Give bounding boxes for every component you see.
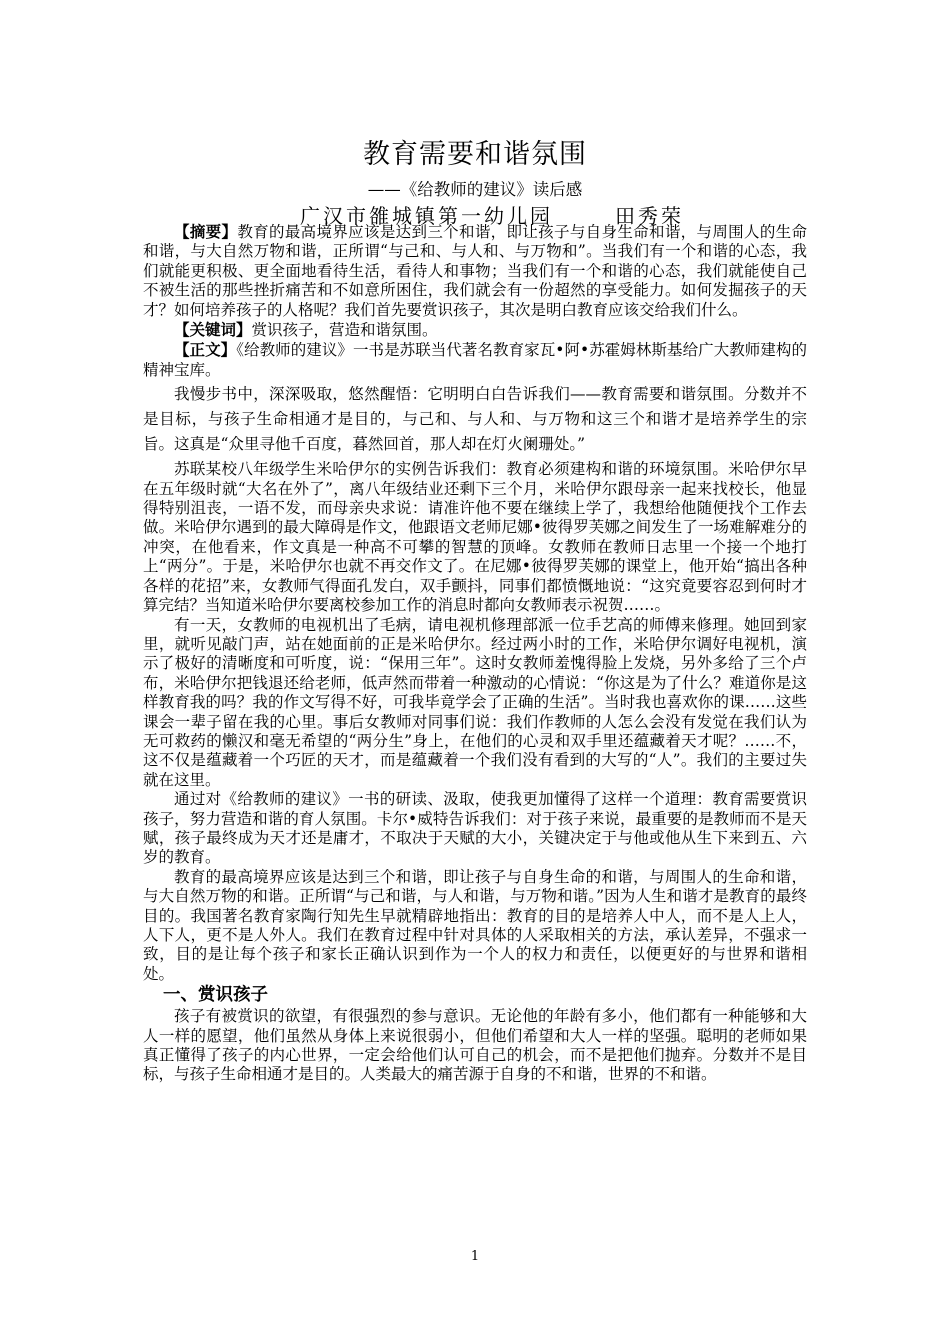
keywords-label: 【关键词】 — [174, 320, 252, 340]
abstract-text: 教育的最高境界应该是达到三个和谐，即让孩子与自身生命和谐，与周围人的生命和谐，与大自然万物和谐，正所谓“与己和、与人和、与万物和”。当我们有一个和谐的心态，我们就能更积极、更全面地看待生活，看待人和事物；当我们有一个和谐的心态，我们就能使自己不被生活的那些挫折痛苦和不如意所困住，我们就会有一份超然的享受能力。如何发掘孩子的天才？如何培养孩子的人格呢？我们首先要赏识孩子，其次是明白教育应该交给我们什么。 — [143, 223, 807, 319]
document-title: 教育需要和谐氛围 — [363, 139, 587, 170]
body-paragraph: 教育的最高境界应该是达到三个和谐，即让孩子与自身生命的和谐，与周围人的生命和谐，与大自然万物的和谐。正所谓“与己和谐，与人和谐，与万物和谐。”因为人生和谐才是教育的最终目的。我国著名教育家陶行知先生早就精辟地指出：教育的目的是培养人中人，而不是人上人，人下人，更不是人外人。我们在教育过程中针对具体的人采取相关的方法，承认差异，不强求一致，目的是让每个孩子和家长正确认识到作为一个人的权力和责任，以便更好的与世界和谐相处。 — [143, 867, 807, 983]
keywords-paragraph — [143, 320, 807, 340]
keywords-text: 赏识孩子，营造和谐氛围。 — [251, 321, 438, 340]
body-paragraph: 有一天，女教师的电视机出了毛病，请电视机修理部派一位手艺高的师傅来修理。她回到家里，就听见敲门声，站在她面前的正是米哈伊尔。经过两小时的工作，米哈伊尔调好电视机，演示了极好的清晰度和可听度，说：“保用三年”。这时女教师羞愧得脸上发烧，另外多给了三个卢布，米哈伊尔把钱退还给老师，低声然而带着一种激动的心情说：“你这是为了什么？难道你是这样教育我的吗？我的作文写得不好，可我毕竟学会了正确的生活”。当时我也喜欢你的课……这些课会一辈子留在我的心里。事后女教师对同事们说：我们作教师的人怎么会没有发觉在我们认为无可救药的懒汉和毫无希望的“两分生”身上，在他们的心灵和双手里还蕴藏着天才呢？……不，这不仅是蕴藏着一个巧匠的天才，而是蕴藏着一个我们没有看到的大写的“人”。我们的主要过失就在这里。 — [143, 615, 807, 789]
abstract-label: 【摘要】 — [174, 222, 238, 241]
document-body — [143, 222, 807, 1085]
section-heading: 一、赏识孩子 — [163, 985, 268, 1006]
body-intro-paragraph — [143, 340, 807, 380]
section-paragraph: 孩子有被赏识的欲望，有很强烈的参与意识。无论他的年龄有多小，他们都有一种能够和大人一样的愿望，他们虽然从身体上来说很弱小，但他们希望和大人一样的坚强。聪明的老师如果真正懂得了孩子的内心世界，一定会给他们认可自己的机会，而不是把他们抛弃。分数并不是目标，与孩子生命相通才是目的。人类最大的痛苦源于自身的不和谐，世界的不和谐。 — [143, 1007, 807, 1084]
body-paragraph: 苏联某校八年级学生米哈伊尔的实例告诉我们：教育必须建构和谐的环境氛围。米哈伊尔早在五年级时就“大名在外了”，离八年级结业还剩下三个月，米哈伊尔跟母亲一起来找校长，他显得特别沮丧，一语不发，而母亲央求说：请准许他不要在继续上学了，我想给他随便找个工作去做。米哈伊尔遇到的最大障碍是作文，他跟语文老师尼娜•彼得罗芙娜之间发生了一场难解难分的冲突，在他看来，作文真是一种高不可攀的智慧的顶峰。女教师在教师日志里一个接一个地打上“两分”。于是，米哈伊尔也就不再交作文了。在尼娜•彼得罗芙娜的课堂上，他开始“搞出各种各样的花招”来，女教师气得面孔发白，双手颤抖，同事们都愤慨地说：“这究竟要容忍到何时才算完结？当知道米哈伊尔要离校参加工作的消息时都向女教师表示祝贺……。 — [143, 460, 807, 615]
author-name: 田秀荣 — [615, 204, 684, 228]
body-paragraph: 通过对《给教师的建议》一书的研读、汲取，使我更加懂得了这样一个道理：教育需要赏识孩子，努力营造和谐的育人氛围。卡尔•威特告诉我们：对于孩子来说，最重要的是教师而不是天赋，孩子最终成为天才还是庸才，不取决于天赋的大小，关键决定于与他或他从生下来到五、六岁的教育。 — [143, 790, 807, 867]
page-number: 1 — [470, 1249, 480, 1264]
document-subtitle: ——《给教师的建议》读后感 — [367, 180, 583, 199]
body-paragraph: 我慢步书中，深深吸取，悠然醒悟：它明明白白告诉我们——教育需要和谐氛围。分数并不是目标，与孩子生命相通才是目的，与己和、与人和、与万物和这三个和谐才是培养学生的宗旨。这真是“众里寻他千百度，暮然回首，那人却在灯火阑珊处。” — [143, 385, 807, 454]
body-label: 【正文】 — [174, 340, 237, 360]
body-intro-text: 《给教师的建议》一书是苏联当代著名教育家瓦•阿•苏霍姆林斯基给广大教师建构的精神宝库。 — [143, 341, 807, 379]
abstract-paragraph — [143, 222, 807, 320]
author-school: 广汉市雒城镇第一幼儿园 — [300, 204, 553, 228]
